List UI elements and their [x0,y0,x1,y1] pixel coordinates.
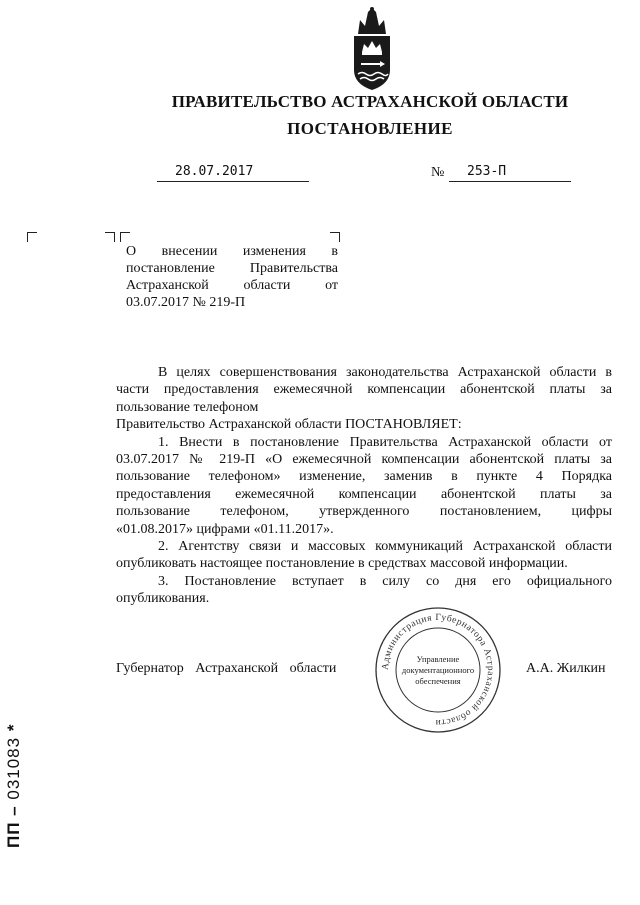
body-line: предоставления ежемесячной компенсации абонентской платы за [116,486,612,502]
document-type: ПОСТАНОВЛЕНИЕ [287,119,453,138]
document-date: 28.07.2017 [157,163,309,182]
corner-mark [27,232,37,242]
corner-mark [330,232,340,242]
government-title: ПРАВИТЕЛЬСТВО АСТРАХАНСКОЙ ОБЛАСТИ [171,92,569,111]
body-line: 1. Внести в постановление Правительства Астраханской области от [158,434,612,450]
signatory-name: А.А. Жилкин [526,661,606,676]
body-line: пользование телефоном, утвержденного постановлением, цифры [116,504,612,520]
document-number: 253-П [449,163,571,182]
body-line: пользование телефоном [116,399,259,415]
official-stamp [374,606,502,734]
stamp-center-line: документационного [401,665,475,675]
side-code-mark: * [4,723,23,732]
signatory-position: Губернатор Астраханской области [116,661,337,676]
body-line: 03.07.2017 № 219-П «О ежемесячной компенсации абонентской платы за [116,452,612,468]
body-line: 2. Агентству связи и массовых коммуникаций Астраханской области [158,539,612,555]
body-line: «01.08.2017» цифрами «01.11.2017». [116,521,334,537]
body-line: 3. Постановление вступает в силу со дня его официального [158,573,612,589]
number-label: № [431,165,445,180]
body-line: опубликовать настоящее постановление в средствах массовой информации. [116,556,568,572]
subject-line: О внесении изменения в [126,244,338,259]
stamp-center-line: Управление [416,654,460,664]
side-code-prefix: ПП – [4,805,23,848]
body-line: Правительство Астраханской области ПОСТАНОВЛЯЕТ: [116,417,462,433]
stamp-ring-text: Администрация Губернатора Астраханской области [380,612,496,728]
document-body [116,364,612,608]
body-line: пользование телефоном» изменение, заменив в пункте 4 Порядка [116,469,612,485]
subject-line: Астраханской области от [126,278,338,293]
side-code-number: 031083 [4,736,23,800]
corner-mark [105,232,115,242]
corner-mark [120,232,130,242]
side-registration-code [4,724,24,848]
body-line: опубликования. [116,591,210,607]
subject-line: 03.07.2017 № 219-П [126,295,246,310]
subject-line: постановление Правительства [126,261,338,276]
coat-of-arms-emblem [348,6,396,92]
body-line: В целях совершенствования законодательства Астраханской области в [158,365,612,380]
stamp-center-line: обеспечения [415,676,461,686]
document-subject [126,243,338,311]
body-line: части предоставления ежемесячной компенсации абонентской платы за [116,382,612,398]
